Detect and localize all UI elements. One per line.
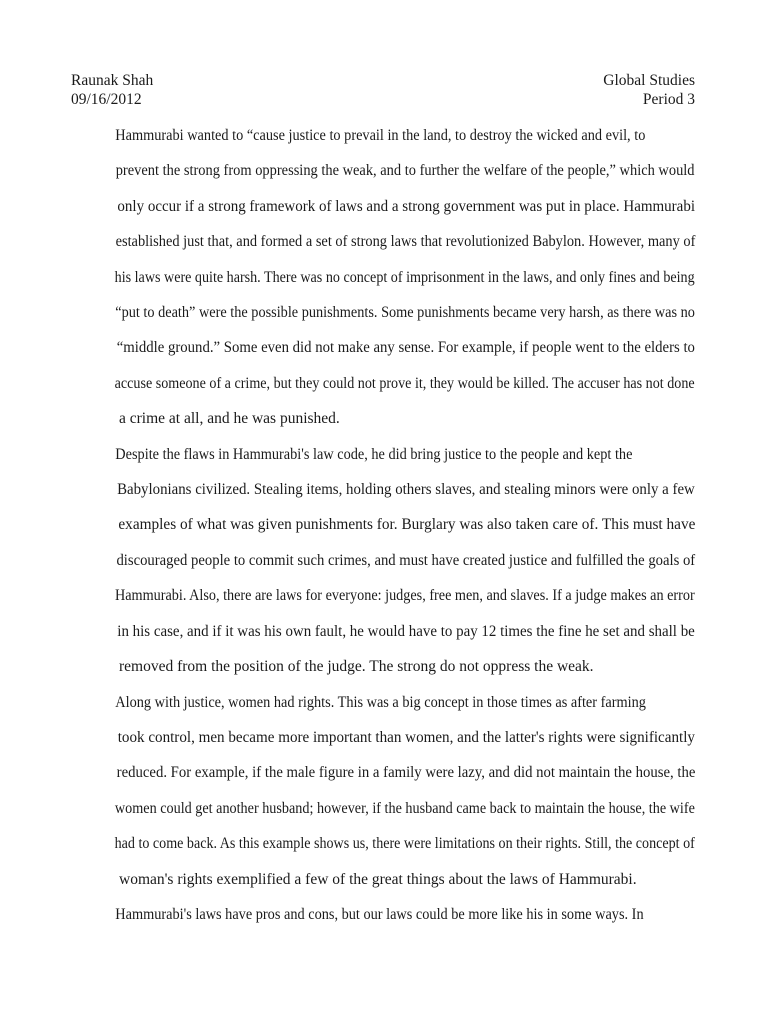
text-line: a crime at all, and he was punished. [119,410,340,428]
paragraph [71,685,695,897]
paragraph [71,437,695,685]
text-line: “middle ground.” Some even did not make any sense. For example, if people went to the elders to [116,339,695,357]
text-line: Despite the flaws in Hammurabi's law code, he did bring justice to the people and kept the [115,445,633,463]
course-name: Global Studies [603,72,695,89]
header-row-1 [71,71,695,90]
document-header [71,71,695,109]
text-line: prevent the strong from oppressing the weak, and to further the welfare of the people,” which would [115,162,695,180]
paragraph [71,118,695,437]
text-line: established just that, and formed a set of strong laws that revolutionized Babylon. However, many of [115,233,696,251]
text-line: woman's rights exemplified a few of the great things about the laws of Hammurabi. [119,870,637,888]
header-row-2 [71,90,695,109]
text-line: reduced. For example, if the male figure in a family were lazy, and did not maintain the house, the [116,764,696,782]
text-line: women could get another husband; however, if the husband came back to maintain the house, the wife [114,799,695,817]
text-line: had to come back. As this example shows us, there were limitations on their rights. Still, the concept of [114,835,695,853]
text-line: “put to death” were the possible punishments. Some punishments became very harsh, as there was no [115,304,695,322]
paragraph [71,897,695,932]
text-line: in his case, and if it was his own fault, he would have to pay 12 times the fine he set and shall be [117,622,695,640]
essay-body [71,118,695,932]
text-line: accuse someone of a crime, but they could not prove it, they would be killed. The accuser has not done [114,374,695,392]
text-line: Along with justice, women had rights. This was a big concept in those times as after farming [115,693,646,711]
text-line: his laws were quite harsh. There was no concept of imprisonment in the laws, and only fines and being [114,268,695,286]
text-line: Babylonians civilized. Stealing items, holding others slaves, and stealing minors were only a few [117,481,695,499]
document-date: 09/16/2012 [71,91,142,108]
text-line: took control, men became more important than women, and the latter's rights were significantly [117,728,695,746]
class-period: Period 3 [642,91,695,108]
text-line: removed from the position of the judge. The strong do not oppress the weak. [119,658,594,676]
author-name: Raunak Shah [71,72,154,89]
text-line: Hammurabi's laws have pros and cons, but our laws could be more like his in some ways. In [115,905,644,923]
text-line: only occur if a strong framework of laws and a strong government was put in place. Hammurabi [117,197,695,215]
text-line: Hammurabi wanted to “cause justice to prevail in the land, to destroy the wicked and evil, to [115,127,646,144]
text-line: examples of what was given punishments for. Burglary was also taken care of. This must have [118,516,696,534]
text-line: discouraged people to commit such crimes, and must have created justice and fulfilled the goals of [116,551,696,569]
text-line: Hammurabi. Also, there are laws for everyone: judges, free men, and slaves. If a judge makes an error [114,587,695,605]
